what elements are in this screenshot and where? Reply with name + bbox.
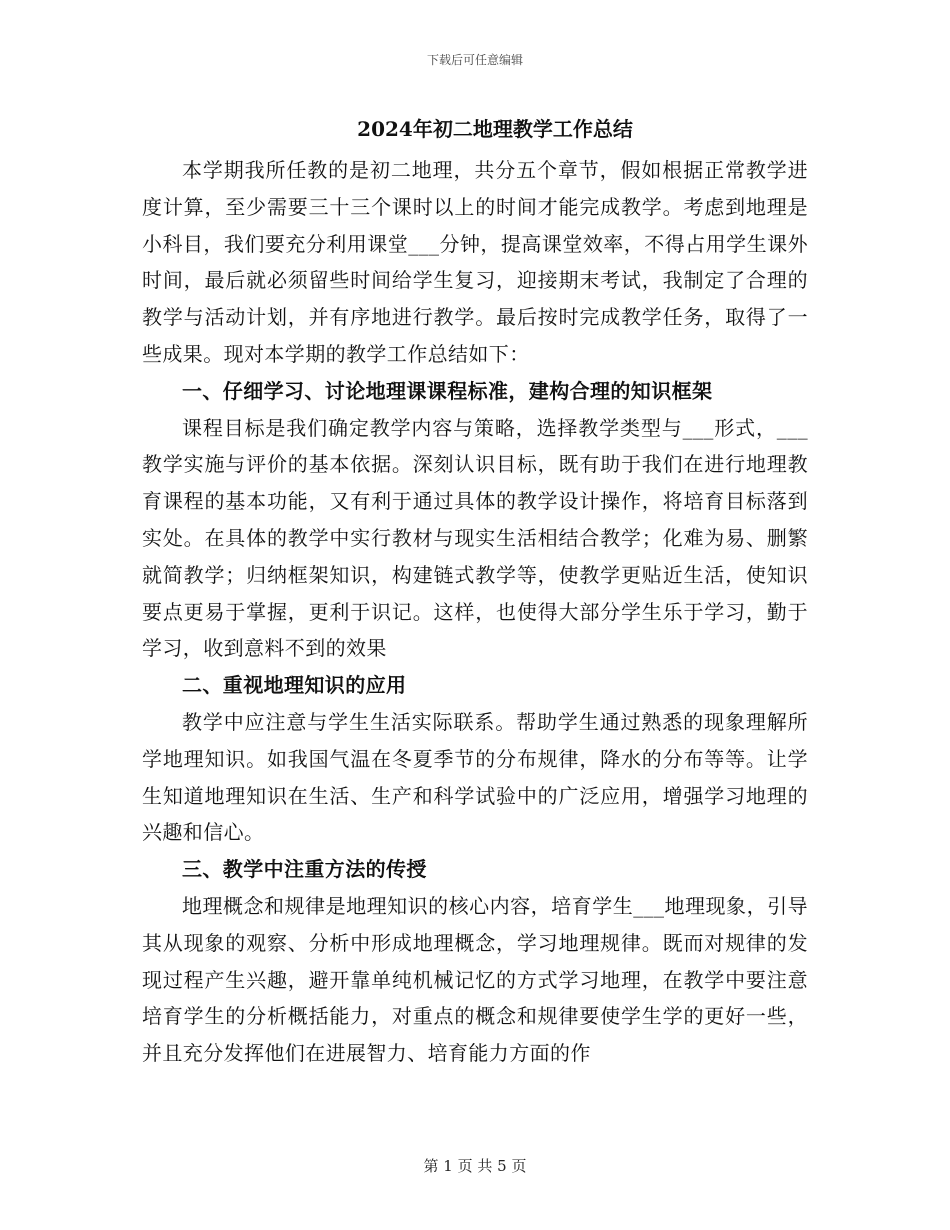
section-body-3: 地理概念和规律是地理知识的核心内容，培育学生___地理现象，引导其从现象的观察、分析中形成地理概念，学习地理规律。既而对规律的发现过程产生兴趣，避开靠单纯机械记忆的方式学习地理，在教学中要注意培育学生的分析概括能力，对重点的概念和规律要使学生学的更好一些，并且充分发挥他们在进展智力、培育能力方面的作 xyxy=(142,893,808,1066)
section-body-1: 课程目标是我们确定教学内容与策略，选择教学类型与___形式，___教学实施与评价的基本依据。深刻认识目标，既有助于我们在进行地理教育课程的基本功能，又有利于通过具体的教学设计操作，将培育目标落到实处。在具体的教学中实行教材与现实生活相结合教学；化难为易、删繁就简教学；归纳框架知识，构建链式教学等，使教学更贴近生活，使知识要点更易于掌握，更利于识记。这样，也使得大部分学生乐于学习，勤于学习，收到意料不到的效果 xyxy=(142,415,808,661)
section-body-2: 教学中应注意与学生生活实际联系。帮助学生通过熟悉的现象理解所学地理知识。如我国气温在冬夏季节的分布规律，降水的分布等等。让学生知道地理知识在生活、生产和科学试验中的广泛应用，增强学习地理的兴趣和信心。 xyxy=(142,709,808,845)
section-heading-3: 三、教学中注重方法的传授 xyxy=(182,857,427,882)
header-note: 下载后可任意编辑 xyxy=(426,53,523,67)
document-body xyxy=(142,106,808,1072)
section-heading-2: 二、重视地理知识的应用 xyxy=(182,673,407,698)
intro-paragraph: 本学期我所任教的是初二地理，共分五个章节，假如根据正常教学进度计算，至少需要三十三个课时以上的时间才能完成教学。考虑到地理是小科目，我们要充分利用课堂___分钟，提高课堂效率，不得占用学生课外时间，最后就必须留些时间给学生复习，迎接期末考试，我制定了合理的教学与活动计划，并有序地进行教学。最后按时完成教学任务，取得了一些成果。现对本学期的教学工作总结如下： xyxy=(142,158,808,366)
document-title: 2024年初二地理教学工作总结 xyxy=(357,117,633,141)
section-heading-1: 一、仔细学习、讨论地理课课程标准，建构合理的知识框架 xyxy=(182,378,713,403)
page-indicator: 第 1 页 共 5 页 xyxy=(423,1157,527,1175)
